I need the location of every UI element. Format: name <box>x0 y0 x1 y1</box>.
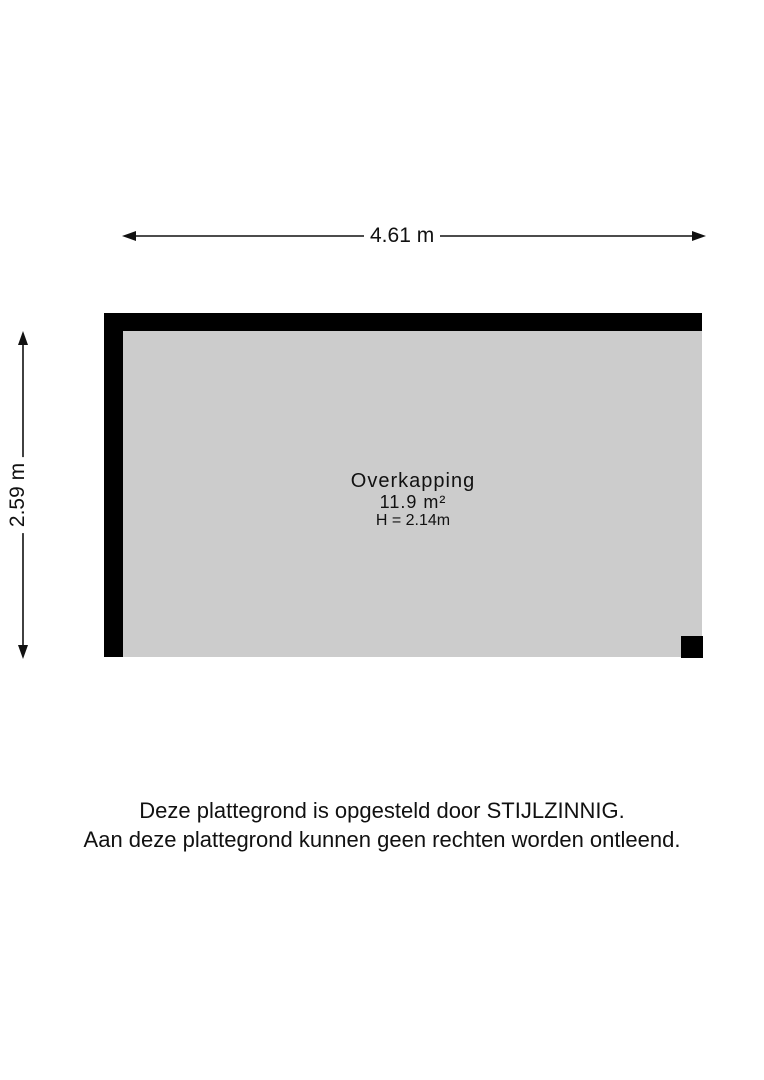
width-dimension-label: 4.61 m <box>364 224 440 248</box>
wall-top <box>104 313 702 331</box>
disclaimer-line-2: Aan deze plattegrond kunnen geen rechten worden ontleend. <box>83 827 681 852</box>
height-dimension-label: 2.59 m <box>6 457 30 533</box>
room-name: Overkapping <box>350 470 476 492</box>
pillar <box>681 636 703 658</box>
disclaimer <box>0 796 764 854</box>
room-label <box>304 470 522 530</box>
disclaimer-line-1: Deze plattegrond is opgesteld door STIJLZINNIG. <box>139 798 625 823</box>
wall-left <box>104 313 123 657</box>
room-area: 11.9 m² <box>379 492 447 512</box>
room-height: H = 2.14m <box>375 512 451 529</box>
